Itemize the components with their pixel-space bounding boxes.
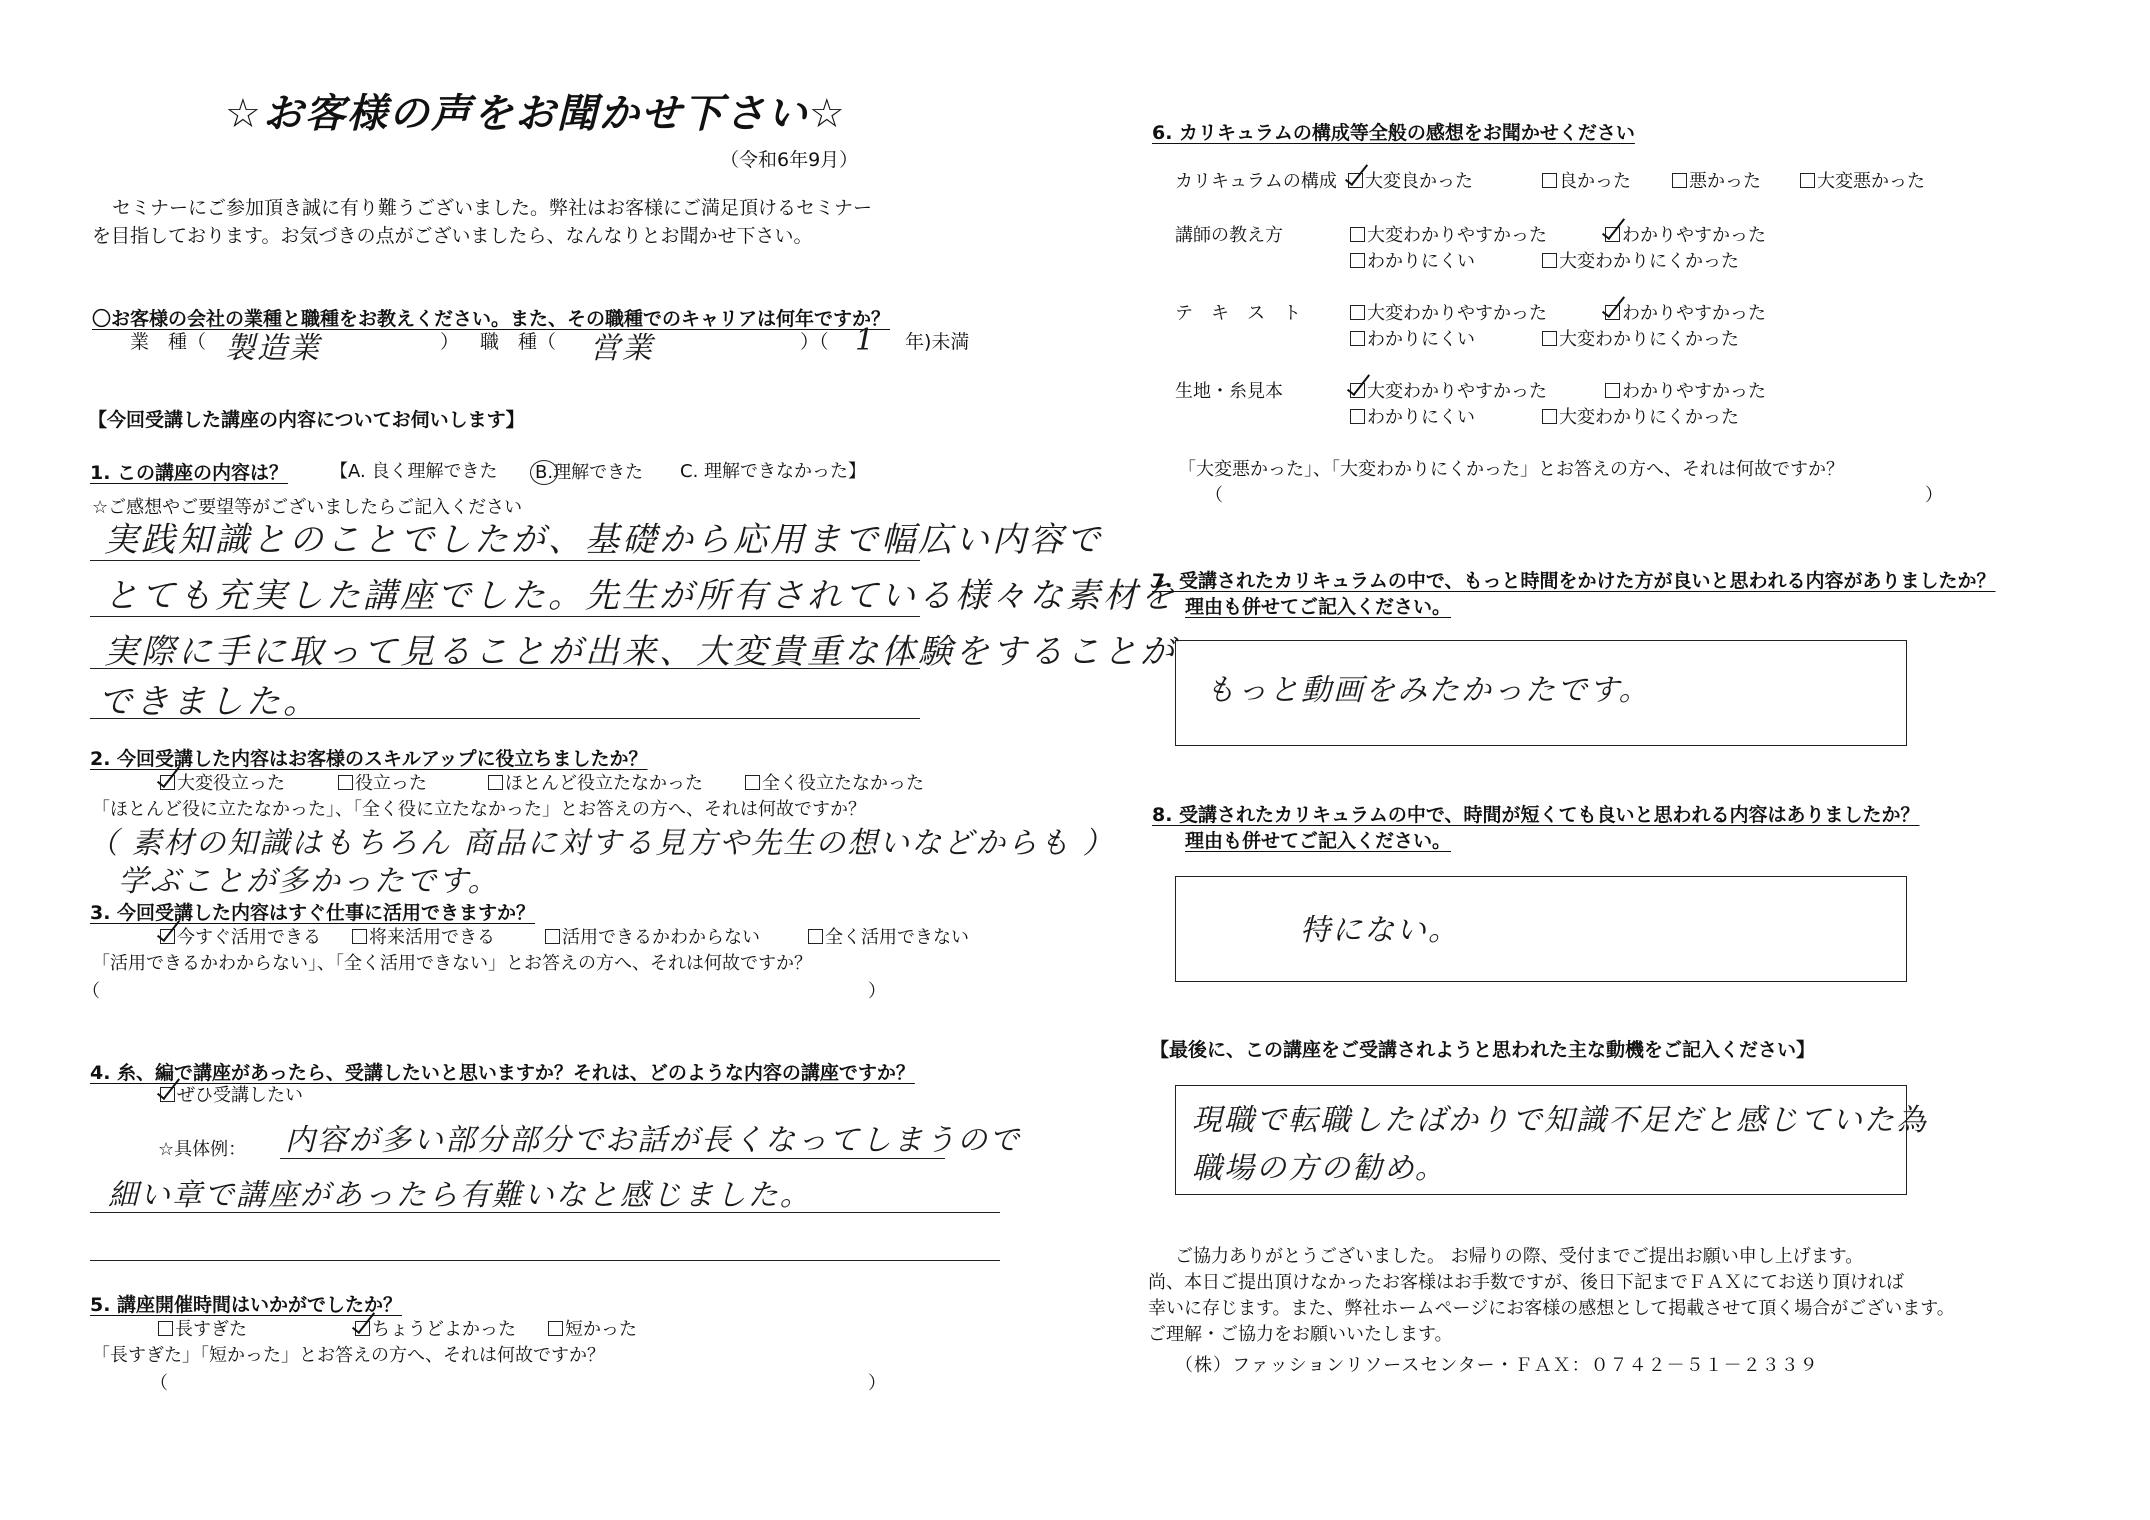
checkbox-checked-icon (1348, 173, 1363, 188)
q6-teaching-very-unclear[interactable]: 大変わかりにくかった (1542, 250, 1739, 273)
section-header: 【今回受講した講座の内容についてお伺いします】 (88, 409, 525, 431)
checkbox-icon (1542, 173, 1557, 188)
q6-samples-unclear[interactable]: わかりにくい (1350, 406, 1475, 429)
checkbox-icon (1672, 173, 1687, 188)
checkbox-checked-icon (1350, 383, 1365, 398)
q8-answer-box[interactable] (1175, 876, 1907, 982)
q2-option-hardly-useful[interactable]: ほとんど役立たなかった (488, 772, 703, 795)
q1-option-c: C. 理解できなかった】 (680, 461, 867, 482)
checkbox-checked-icon (1605, 227, 1620, 242)
checkbox-icon (488, 775, 503, 790)
q6-structure-good[interactable]: 良かった (1542, 170, 1631, 193)
checkbox-icon (545, 929, 560, 944)
q1-answer-line-4: できました。 (98, 682, 320, 722)
years-suffix: 年)未満 (905, 331, 970, 353)
q6-paren-open: （ (1205, 485, 1223, 506)
career-question: 〇お客様の会社の業種と職種をお教えください。また、その職種でのキャリアは何年ですか？ (92, 308, 891, 330)
q6-text-very-unclear[interactable]: 大変わかりにくかった (1542, 328, 1739, 351)
q3-followup: 「活用できるかわからない」、「全く活用できない」とお答えの方へ、それは何故ですか？ (92, 953, 812, 974)
industry-label: 業 種（ (130, 331, 207, 353)
q1-option-a: 【A. 良く理解できた (330, 461, 498, 482)
checkbox-checked-icon (160, 1087, 175, 1102)
q6-row-label-text: テ キ ス ト (1175, 303, 1301, 324)
q2-answer-line-2: 学ぶことが多かったです。 (118, 864, 500, 899)
checkbox-icon (338, 775, 353, 790)
q1-option-b (532, 460, 643, 485)
q6-row-label-structure: カリキュラムの構成 (1175, 171, 1337, 192)
checkbox-checked-icon (355, 1321, 370, 1336)
checkbox-icon (548, 1321, 563, 1336)
q3-option-unsure[interactable]: 活用できるかわからない (545, 926, 760, 949)
checkbox-icon (1542, 409, 1557, 424)
motive-answer-line-1: 現職で転職したばかりで知識不足だと感じていた為 (1192, 1103, 1928, 1138)
checkbox-icon (1350, 331, 1365, 346)
checkbox-icon (1350, 305, 1365, 320)
q1-rule-4 (90, 718, 920, 719)
q1-answer-line-2: とても充実した講座でした。先生が所有されている様々な素材を (104, 576, 1177, 616)
q1-rule-3 (90, 668, 920, 669)
q1-option-b-letter: B. (530, 460, 558, 485)
q5-followup: 「長すぎた」「短かった」とお答えの方へ、それは何故ですか？ (92, 1345, 605, 1366)
q6-samples-very-unclear[interactable]: 大変わかりにくかった (1542, 406, 1739, 429)
intro-text-1: セミナーにご参加頂き誠に有り難うございました。弊社はお客様にご満足頂けるセミナー (112, 197, 873, 219)
q6-text-unclear[interactable]: わかりにくい (1350, 328, 1475, 351)
checkbox-checked-icon (160, 775, 175, 790)
q3-option-not-at-all[interactable]: 全く活用できない (808, 926, 969, 949)
q8-reason: 理由も併せてご記入ください。 (1185, 830, 1452, 852)
checkbox-checked-icon (160, 929, 175, 944)
q1-rule-1 (90, 560, 920, 561)
motive-answer-line-2: 職場の方の勧め。 (1192, 1151, 1447, 1186)
q6-teaching-unclear[interactable]: わかりにくい (1350, 250, 1475, 273)
q6-text-very-clear[interactable]: 大変わかりやすかった (1350, 302, 1547, 325)
q6-title: 6. カリキュラムの構成等全般の感想をお聞かせください (1152, 122, 1635, 144)
footer-publish-note: 幸いに存じます。また、弊社ホームページにお客様の感想として掲載させて頂く場合がございます。 (1148, 1298, 1955, 1319)
q5-option-just-right[interactable]: ちょうどよかった (355, 1318, 516, 1341)
checkbox-icon (808, 929, 823, 944)
q2-followup: 「ほとんど役に立たなかった」、「全く役に立たなかった」とお答えの方へ、それは何故ですか？ (92, 799, 866, 820)
checkbox-icon (352, 929, 367, 944)
q5-option-too-short[interactable]: 短かった (548, 1318, 637, 1341)
checkbox-icon (1542, 253, 1557, 268)
checkbox-icon (1800, 173, 1815, 188)
q3-paren-close: ） (868, 981, 886, 1002)
checkbox-icon (1542, 331, 1557, 346)
q6-row-label-teaching: 講師の教え方 (1175, 225, 1283, 246)
q2-option-very-useful[interactable]: 大変役立った (160, 772, 285, 795)
q2-answer-line-1: （ 素材の知識はもちろん 商品に対する見方や先生の想いなどからも ） (88, 826, 1115, 861)
intro-text-2: を目指しております。お気づきの点がございましたら、なんなりとお聞かせ下さい。 (92, 225, 813, 247)
q1-rule-2 (90, 616, 920, 617)
q7-title: 7. 受講されたカリキュラムの中で、もっと時間をかけた方が良いと思われる内容がありましたか？ (1152, 570, 1996, 592)
years-value: 1 (855, 323, 877, 358)
q6-followup: 「大変悪かった」、「大変わかりにくかった」とお答えの方へ、それは何故ですか？ (1178, 459, 1844, 480)
footer-company-fax: （株）ファッションリソースセンター・ＦＡＸ：０７４２－５１－２３３９ (1175, 1355, 1819, 1376)
q4-answer-line-2: 細い章で講座があったら有難いなと感じました。 (108, 1178, 812, 1213)
page-title: ☆お客様の声をお聞かせ下さい☆ (225, 91, 847, 137)
q2-title: 2. 今回受講した内容はお客様のスキルアップに役立ちましたか？ (90, 748, 648, 770)
q1-answer-line-3: 実際に手に取って見ることが出来、大変貴重な体験をすることが (104, 632, 1177, 672)
job-value: 営業 (590, 331, 654, 366)
q4-answer-line-1: 内容が多い部分部分でお話が長くなってしまうので (285, 1123, 1021, 1158)
q6-samples-clear[interactable]: わかりやすかった (1605, 380, 1766, 403)
checkbox-icon (1350, 227, 1365, 242)
q6-text-clear[interactable]: わかりやすかった (1605, 302, 1766, 325)
job-close: ）（ (800, 331, 829, 353)
checkbox-icon (1605, 383, 1620, 398)
q2-option-useful[interactable]: 役立った (338, 772, 427, 795)
footer-understanding: ご理解・ご協力をお願いいたします。 (1148, 1324, 1453, 1345)
q4-example-label: ☆具体例： (158, 1139, 247, 1160)
q5-paren-open: （ (150, 1373, 168, 1394)
checkbox-icon (745, 775, 760, 790)
q5-paren-close: ） (868, 1373, 886, 1394)
q1-title: 1. この講座の内容は？ (90, 462, 289, 484)
q1-option-b-text: 理解できた (553, 462, 644, 483)
q8-title: 8. 受講されたカリキュラムの中で、時間が短くても良いと思われる内容はありましたか？ (1152, 804, 1920, 826)
q6-paren-close: ） (1925, 485, 1943, 506)
q8-answer: 特にない。 (1300, 913, 1460, 948)
q4-rule-1 (280, 1158, 945, 1159)
q3-option-future[interactable]: 将来活用できる (352, 926, 495, 949)
q6-teaching-clear[interactable]: わかりやすかった (1605, 224, 1766, 247)
q4-title: 4. 糸、編で講座があったら、受講したいと思いますか？それは、どのような内容の講座ですか？ (90, 1062, 915, 1084)
q6-structure-very-good[interactable]: 大変良かった (1348, 170, 1473, 193)
q6-samples-very-clear[interactable]: 大変わかりやすかった (1350, 380, 1547, 403)
q4-rule-2 (90, 1212, 1000, 1213)
checkbox-icon (1350, 253, 1365, 268)
q2-option-not-useful[interactable]: 全く役立たなかった (745, 772, 924, 795)
q3-paren-open: （ (82, 981, 100, 1002)
footer-fax-request: 尚、本日ご提出頂けなかったお客様はお手数ですが、後日下記までＦＡＸにてお送り頂ければ (1148, 1272, 1904, 1293)
industry-value: 製造業 (225, 331, 321, 366)
q7-answer: もっと動画をみたかったです。 (1205, 673, 1651, 708)
q7-reason: 理由も併せてご記入ください。 (1185, 596, 1452, 618)
q1-answer-line-1: 実践知識とのことでしたが、基礎から応用まで幅広い内容で (104, 520, 1103, 560)
q4-rule-3 (90, 1260, 1000, 1261)
q5-option-too-long[interactable]: 長すぎた (158, 1318, 247, 1341)
survey-date: （令和6年9月） (720, 149, 859, 171)
checkbox-checked-icon (1605, 305, 1620, 320)
q3-title: 3. 今回受講した内容はすぐ仕事に活用できますか？ (90, 902, 536, 924)
q6-teaching-very-clear[interactable]: 大変わかりやすかった (1350, 224, 1547, 247)
q6-row-label-samples: 生地・糸見本 (1175, 381, 1283, 402)
motive-title: 【最後に、この講座をご受講されようと思われた主な動機をご記入ください】 (1150, 1039, 1816, 1061)
checkbox-icon (1350, 409, 1365, 424)
q6-structure-bad[interactable]: 悪かった (1672, 170, 1761, 193)
checkbox-icon (158, 1321, 173, 1336)
q1-prompt: ☆ご感想やご要望等がございましたらご記入ください (92, 497, 523, 518)
job-label: 職 種（ (480, 331, 557, 353)
footer-thanks: ご協力ありがとうございました。 お帰りの際、受付までご提出お願い申し上げます。 (1175, 1246, 1864, 1267)
q4-option-definitely[interactable]: ぜひ受講したい (160, 1084, 303, 1107)
industry-close: ） (440, 331, 460, 353)
q5-title: 5. 講座開催時間はいかがでしたか？ (90, 1294, 403, 1316)
q3-option-now[interactable]: 今すぐ活用できる (160, 926, 321, 949)
q6-structure-very-bad[interactable]: 大変悪かった (1800, 170, 1925, 193)
